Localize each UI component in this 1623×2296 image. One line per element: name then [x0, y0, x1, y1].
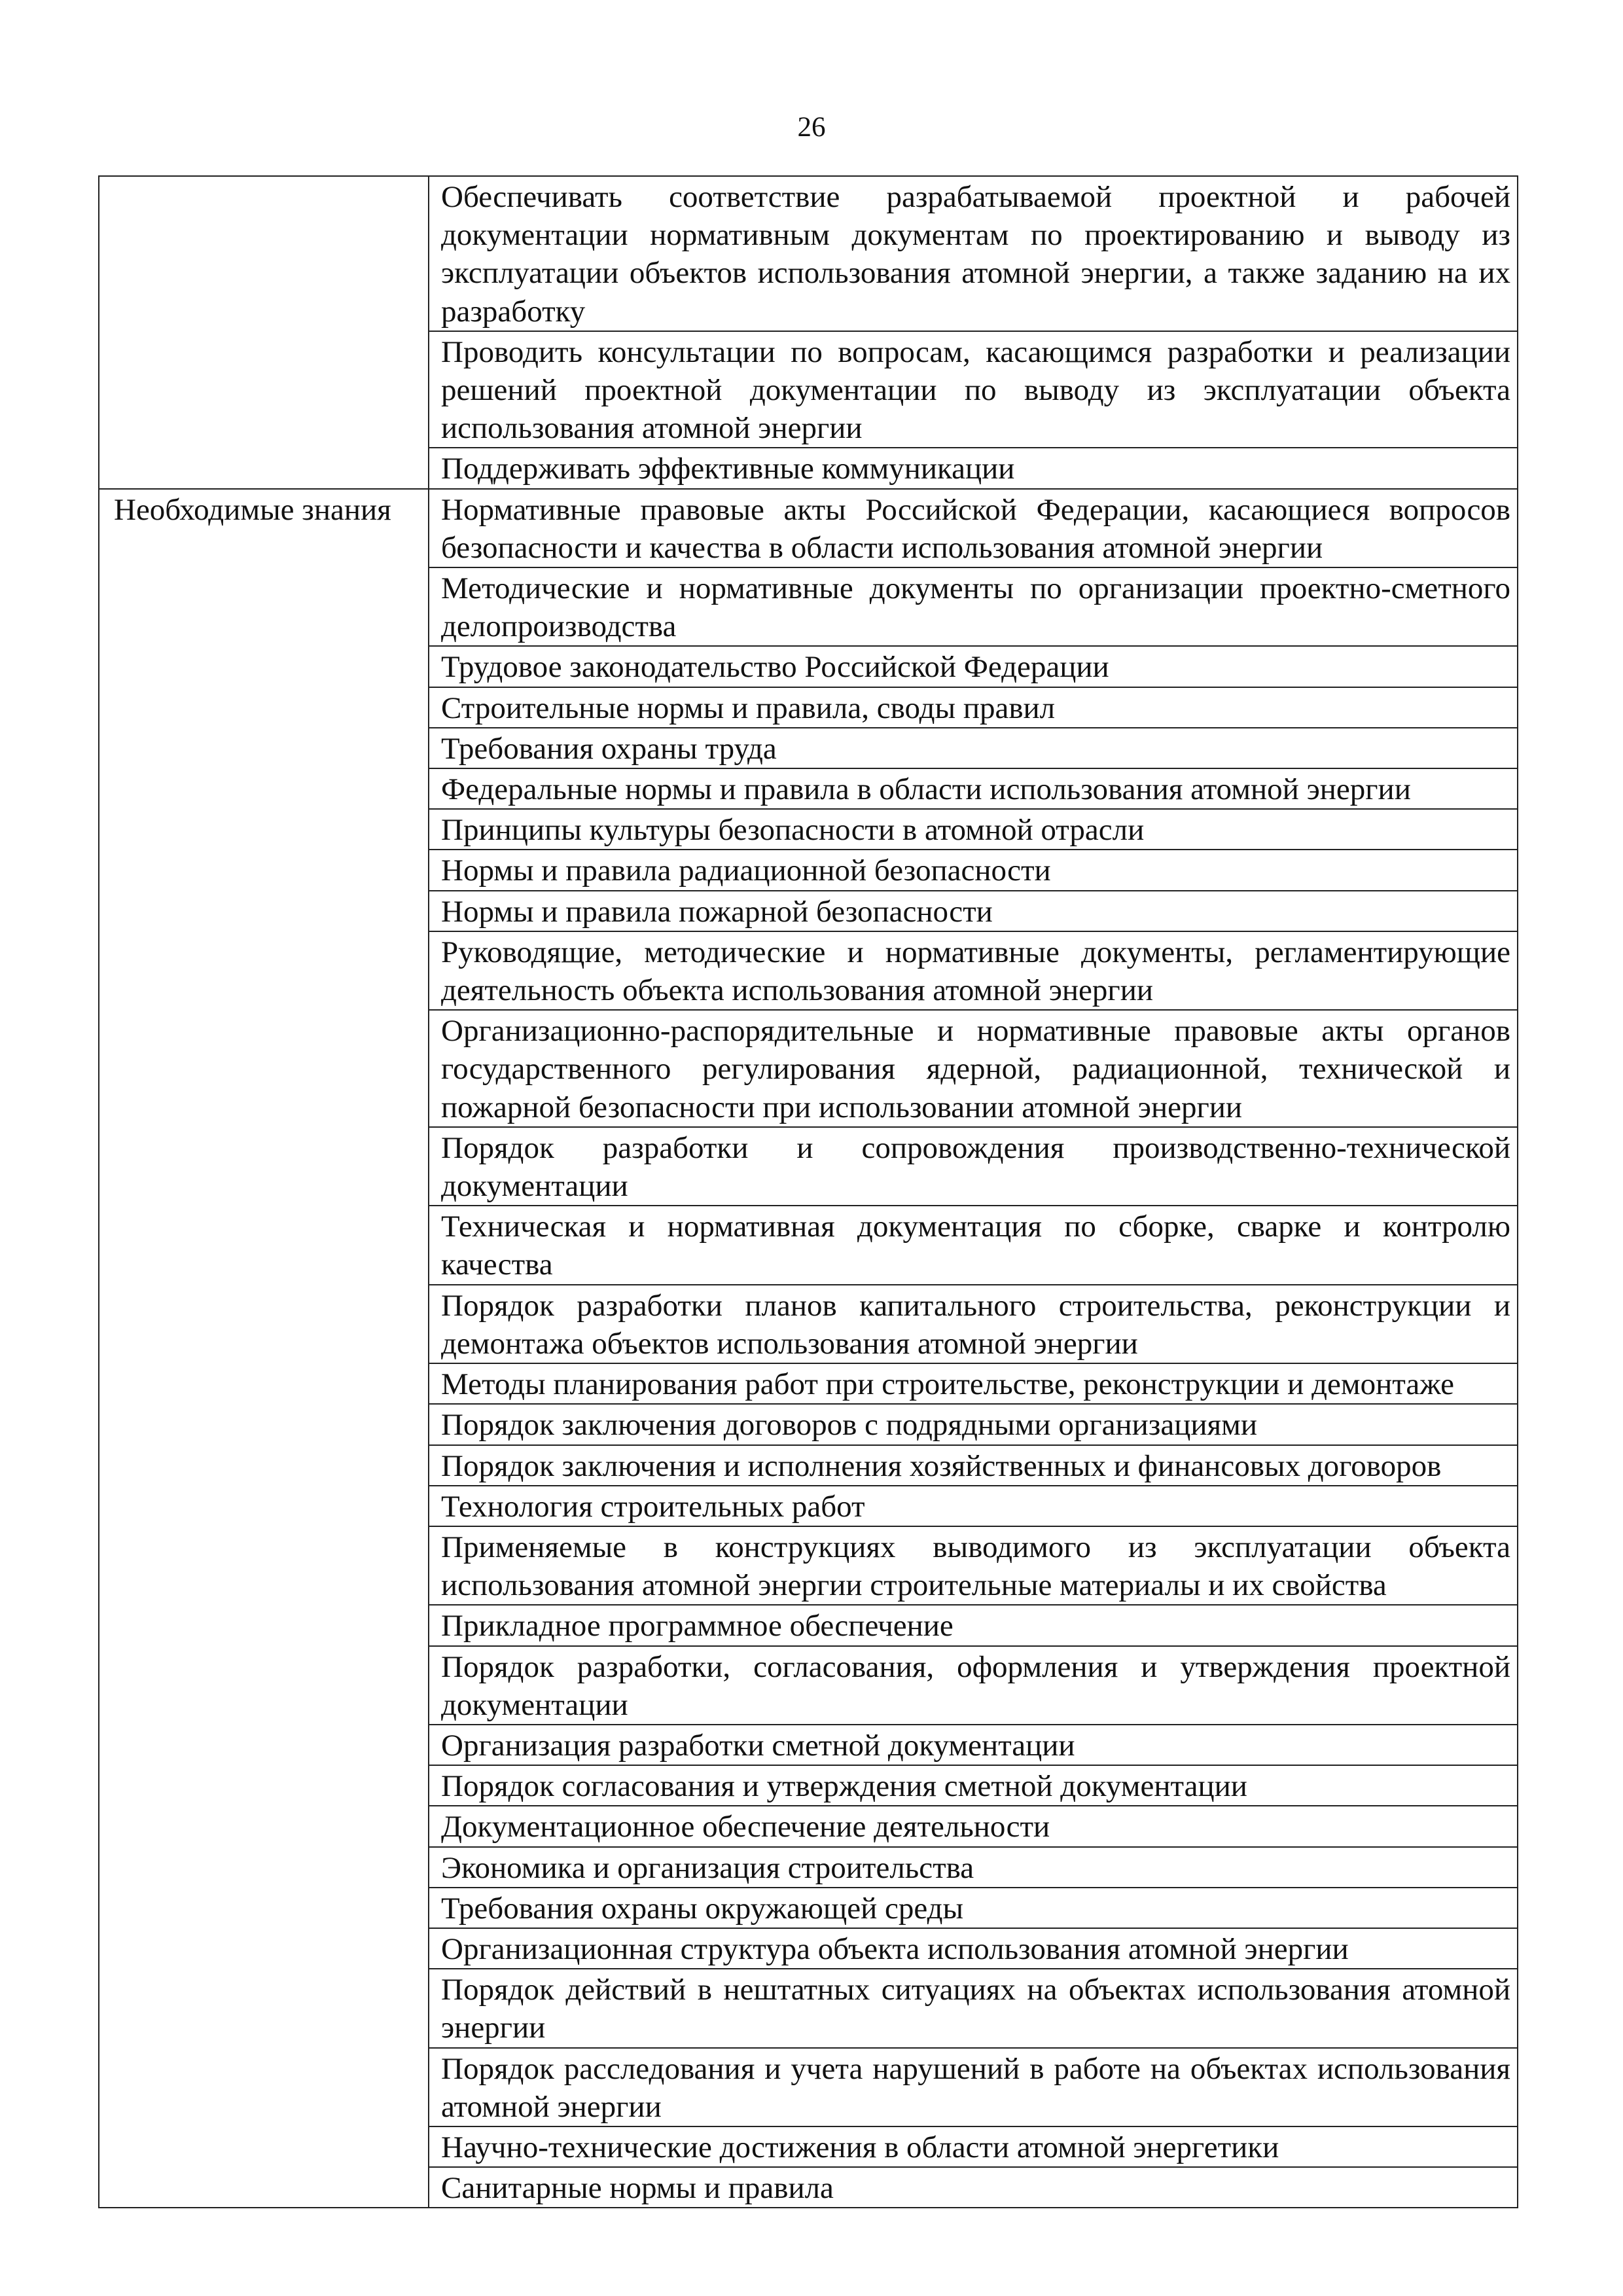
row-label-cell — [99, 489, 429, 2208]
list-item: Техническая и нормативная документация по сборке, сварке и контролю качества — [429, 1206, 1517, 1285]
list-item: Санитарные нормы и правила — [441, 2171, 834, 2206]
list-item: Прикладное программное обеспечение — [429, 1605, 1517, 1646]
requirements-table-body — [99, 176, 1518, 2208]
list-item: Методы планирования работ при строительстве, реконструкции и демонтаже — [429, 1364, 1517, 1405]
list-item: Требования охраны труда — [429, 728, 1517, 769]
table-row — [99, 176, 1518, 489]
requirements-table — [98, 175, 1518, 2208]
list-item: Порядок расследования и учета нарушений в работе на объектах использования атомной энергии — [429, 2049, 1517, 2127]
list-item: Нормативные правовые акты Российской Федерации, касающиеся вопросов безопасности и качества в области использования атомной энергии — [429, 490, 1517, 568]
list-item: Порядок действий в нештатных ситуациях на объектах использования атомной энергии — [429, 1969, 1517, 2048]
list-item: Порядок заключения договоров с подрядными организациями — [429, 1405, 1517, 1445]
list-item: Трудовое законодательство Российской Федерации — [429, 647, 1517, 687]
list-item: Нормы и правила радиационной безопасности — [429, 850, 1517, 891]
list-item: Руководящие, методические и нормативные документы, регламентирующие деятельность объекта использования атомной энергии — [429, 932, 1517, 1011]
list-item: Поддерживать эффективные коммуникации — [441, 452, 1015, 486]
list-item: Организационная структура объекта использования атомной энергии — [429, 1929, 1517, 1969]
row-label: Необходимые знания — [114, 492, 391, 527]
list-item: Принципы культуры безопасности в атомной отрасли — [429, 810, 1517, 850]
list-item: Документационное обеспечение деятельности — [429, 1806, 1517, 1847]
row-label-cell — [99, 176, 429, 489]
row-items-cell — [429, 176, 1518, 489]
list-item: Экономика и организация строительства — [429, 1848, 1517, 1888]
row-items-cell — [429, 489, 1518, 2208]
list-item: Организационно-распорядительные и нормативные правовые акты органов государственного регулирования ядерной, радиационной, технической и пожарной безопасности при использовании атомной энергии — [429, 1011, 1517, 1128]
list-item: Порядок разработки, согласования, оформления и утверждения проектной документации — [429, 1647, 1517, 1725]
table-row — [99, 489, 1518, 2208]
list-item: Методические и нормативные документы по организации проектно-сметного делопроизводства — [429, 568, 1517, 647]
list-item: Технология строительных работ — [429, 1486, 1517, 1527]
list-item: Применяемые в конструкциях выводимого из эксплуатации объекта использования атомной энергии строительные материалы и их свойства — [429, 1527, 1517, 1605]
list-item: Проводить консультации по вопросам, касающимся разработки и реализации решений проектной документации по выводу из эксплуатации объекта использования атомной энергии — [429, 332, 1517, 449]
list-item: Обеспечивать соответствие разрабатываемой проектной и рабочей документации нормативным документам по проектированию и выводу из эксплуатации объектов использования атомной энергии, а также заданию на их разработку — [429, 177, 1517, 332]
list-item: Порядок заключения и исполнения хозяйственных и финансовых договоров — [429, 1446, 1517, 1486]
list-item: Порядок согласования и утверждения сметной документации — [429, 1766, 1517, 1806]
page-number: 26 — [797, 112, 826, 143]
list-item: Строительные нормы и правила, своды правил — [429, 688, 1517, 728]
list-item: Федеральные нормы и правила в области использования атомной энергии — [429, 769, 1517, 810]
list-item: Нормы и правила пожарной безопасности — [429, 891, 1517, 932]
list-item: Организация разработки сметной документации — [429, 1725, 1517, 1766]
list-item: Порядок разработки и сопровождения производственно-технической документации — [429, 1128, 1517, 1206]
list-item: Порядок разработки планов капитального строительства, реконструкции и демонтажа объектов использования атомной энергии — [429, 1285, 1517, 1364]
list-item: Научно-технические достижения в области атомной энергетики — [429, 2127, 1517, 2168]
list-item: Требования охраны окружающей среды — [429, 1888, 1517, 1929]
